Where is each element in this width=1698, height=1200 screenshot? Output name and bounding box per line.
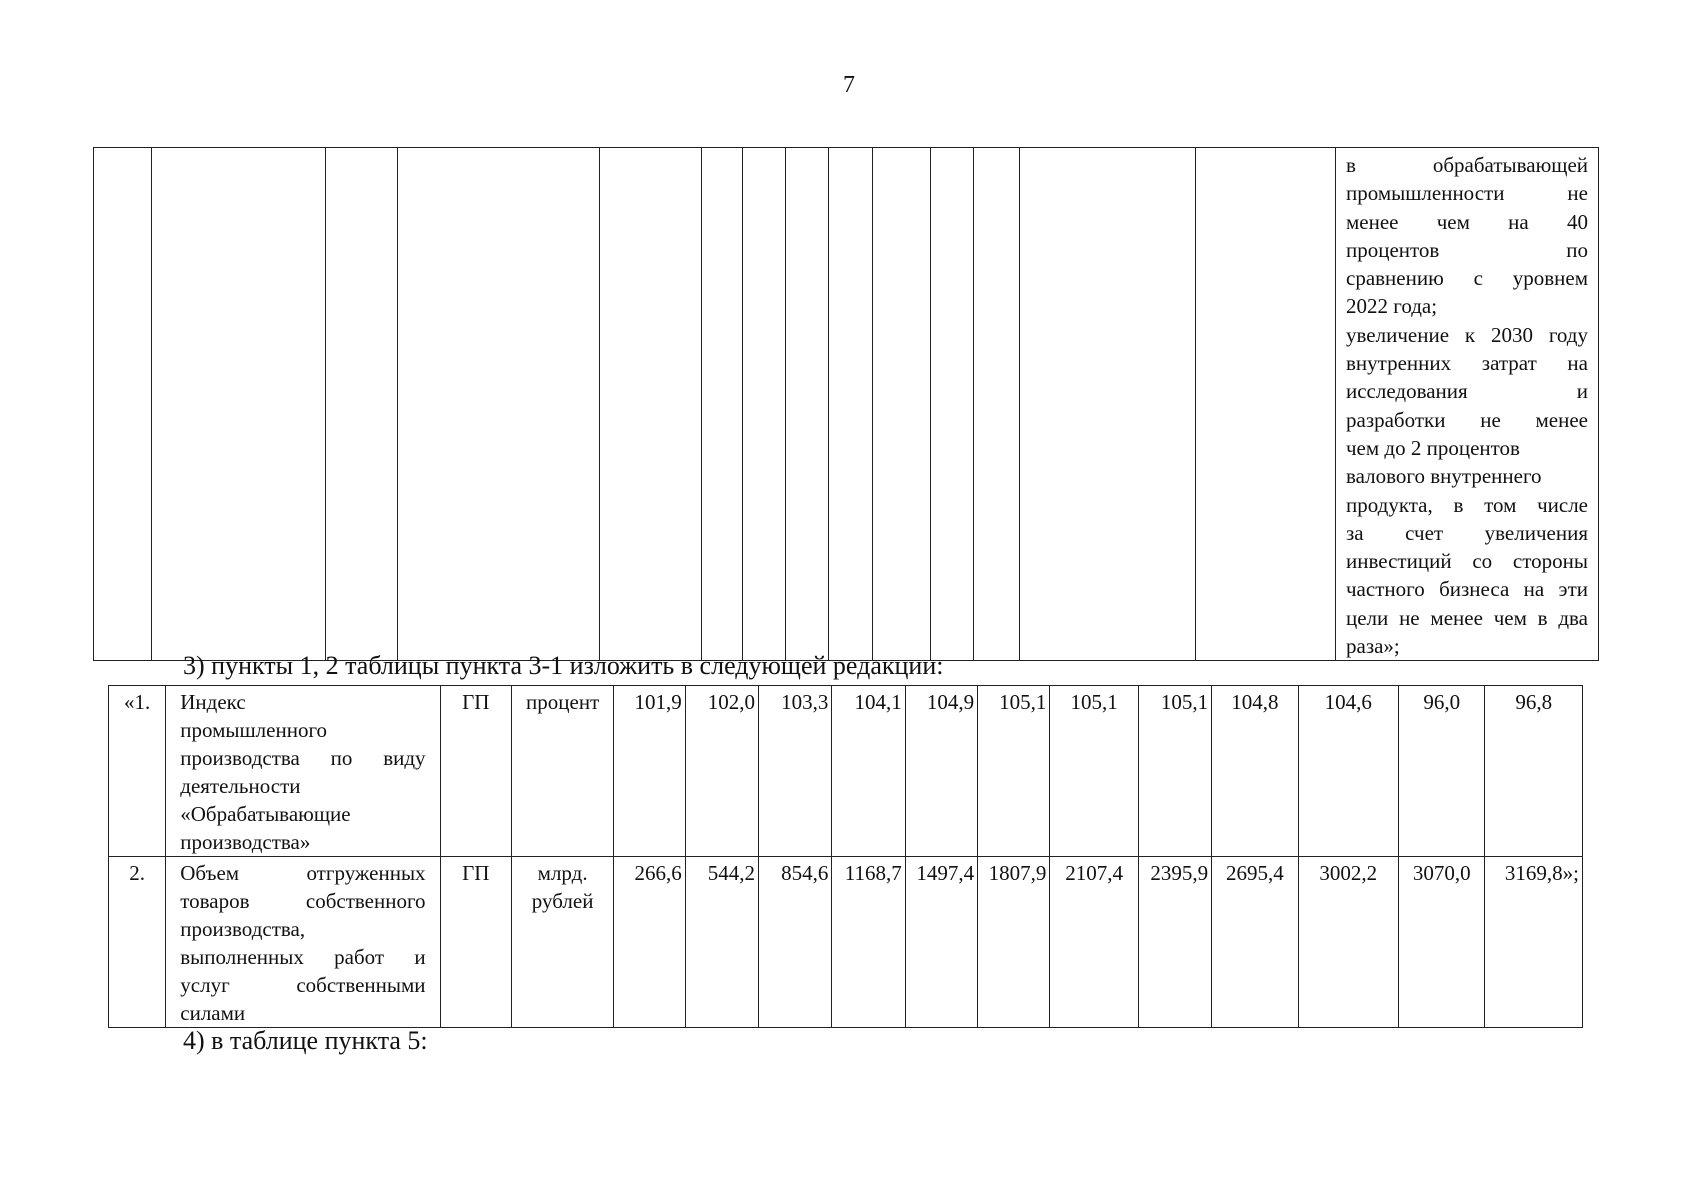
indicator-name	[166, 686, 440, 857]
text-line: менее чем на 40	[1346, 209, 1588, 234]
text-line: рублей	[531, 889, 594, 913]
value-cell: 3169,8»;	[1485, 857, 1583, 1028]
empty-cell	[829, 148, 873, 661]
value-cell: 2695,4	[1212, 857, 1298, 1028]
value-cell: 1497,4	[905, 857, 977, 1028]
value-cell: 103,3	[759, 686, 832, 857]
value-cell: 854,6	[759, 857, 832, 1028]
continuation-table	[93, 147, 1599, 661]
text-line: 2022 года;	[1346, 294, 1438, 319]
value-cell: 96,8	[1485, 686, 1583, 857]
instruction-item-4: 4) в таблице пункта 5:	[183, 1026, 428, 1055]
value-cell: 104,6	[1298, 686, 1398, 857]
value-cell: 1807,9	[978, 857, 1050, 1028]
text-line: производства по виду	[180, 746, 426, 770]
empty-cell	[1020, 148, 1196, 661]
text-line: выполненных работ и	[180, 945, 426, 969]
text-line: млрд.	[537, 861, 588, 885]
text-line: цели не менее чем в два	[1346, 605, 1588, 630]
empty-cell	[786, 148, 829, 661]
text-line: внутренних затрат на	[1346, 351, 1588, 376]
empty-cell	[873, 148, 931, 661]
value-cell: 104,8	[1212, 686, 1298, 857]
empty-cell	[974, 148, 1020, 661]
row-number: 2.	[109, 857, 166, 1028]
text-line: чем до 2 процентов	[1346, 435, 1520, 460]
source-cell: ГП	[440, 686, 511, 857]
text-line: Индекс	[180, 690, 246, 714]
empty-cell	[1196, 148, 1336, 661]
text-line: инвестиций со стороны	[1346, 549, 1588, 574]
text-line: раза»;	[1346, 634, 1400, 659]
text-line: разработки не менее	[1346, 407, 1588, 432]
value-cell: 266,6	[614, 857, 685, 1028]
text-line: процентов по	[1346, 237, 1588, 262]
unit-cell	[511, 686, 613, 857]
source-cell: ГП	[440, 857, 511, 1028]
row-number: «1.	[109, 686, 166, 857]
text-line: производства,	[180, 917, 306, 941]
value-cell: 3002,2	[1298, 857, 1398, 1028]
indicators-table	[108, 685, 1583, 1028]
empty-cell	[743, 148, 786, 661]
value-cell: 2395,9	[1138, 857, 1211, 1028]
value-cell: 102,0	[685, 686, 758, 857]
text-line: товаров собственного	[180, 889, 426, 913]
indicator-name	[166, 857, 440, 1028]
text-line: процент	[526, 690, 600, 714]
text-line: промышленного	[180, 718, 328, 742]
empty-cell	[94, 148, 152, 661]
text-line: сравнению с уровнем	[1346, 266, 1588, 291]
text-line: услуг собственными	[180, 973, 426, 997]
empty-cell	[326, 148, 398, 661]
text-line: производства»	[180, 830, 311, 854]
text-line: увеличение к 2030 году	[1346, 322, 1588, 347]
empty-cell	[152, 148, 326, 661]
continuation-row	[94, 148, 1599, 661]
value-cell: 105,1	[1050, 686, 1138, 857]
value-cell: 105,1	[1138, 686, 1211, 857]
value-cell: 104,9	[905, 686, 977, 857]
empty-cell	[931, 148, 974, 661]
text-line: исследования и	[1346, 379, 1588, 404]
text-line: силами	[180, 1001, 246, 1025]
text-line: деятельности	[180, 774, 301, 798]
instruction-item-3: 3) пункты 1, 2 таблицы пункта 3-1 изложить в следующей редакции:	[183, 651, 944, 680]
page-number: 7	[843, 72, 855, 98]
value-cell: 2107,4	[1050, 857, 1138, 1028]
value-cell: 1168,7	[832, 857, 905, 1028]
empty-cell	[702, 148, 743, 661]
text-line: «Обрабатывающие	[180, 802, 351, 826]
empty-cell	[398, 148, 600, 661]
value-cell: 105,1	[978, 686, 1050, 857]
text-line: промышленности не	[1346, 181, 1588, 206]
value-cell: 96,0	[1399, 686, 1485, 857]
table-row	[109, 686, 1583, 857]
text-line: за счет увеличения	[1346, 520, 1588, 545]
value-cell: 3070,0	[1399, 857, 1485, 1028]
value-cell: 104,1	[832, 686, 905, 857]
text-line: Объем отгруженных	[180, 861, 426, 885]
table-row	[109, 857, 1583, 1028]
text-line: в обрабатывающей	[1346, 153, 1588, 177]
unit-cell	[511, 857, 613, 1028]
text-line: продукта, в том числе	[1346, 492, 1588, 517]
text-line: частного бизнеса на эти	[1346, 577, 1588, 602]
value-cell: 101,9	[614, 686, 685, 857]
text-line: валового внутреннего	[1346, 464, 1542, 489]
continuation-text-cell	[1336, 148, 1599, 661]
empty-cell	[600, 148, 702, 661]
value-cell: 544,2	[685, 857, 758, 1028]
